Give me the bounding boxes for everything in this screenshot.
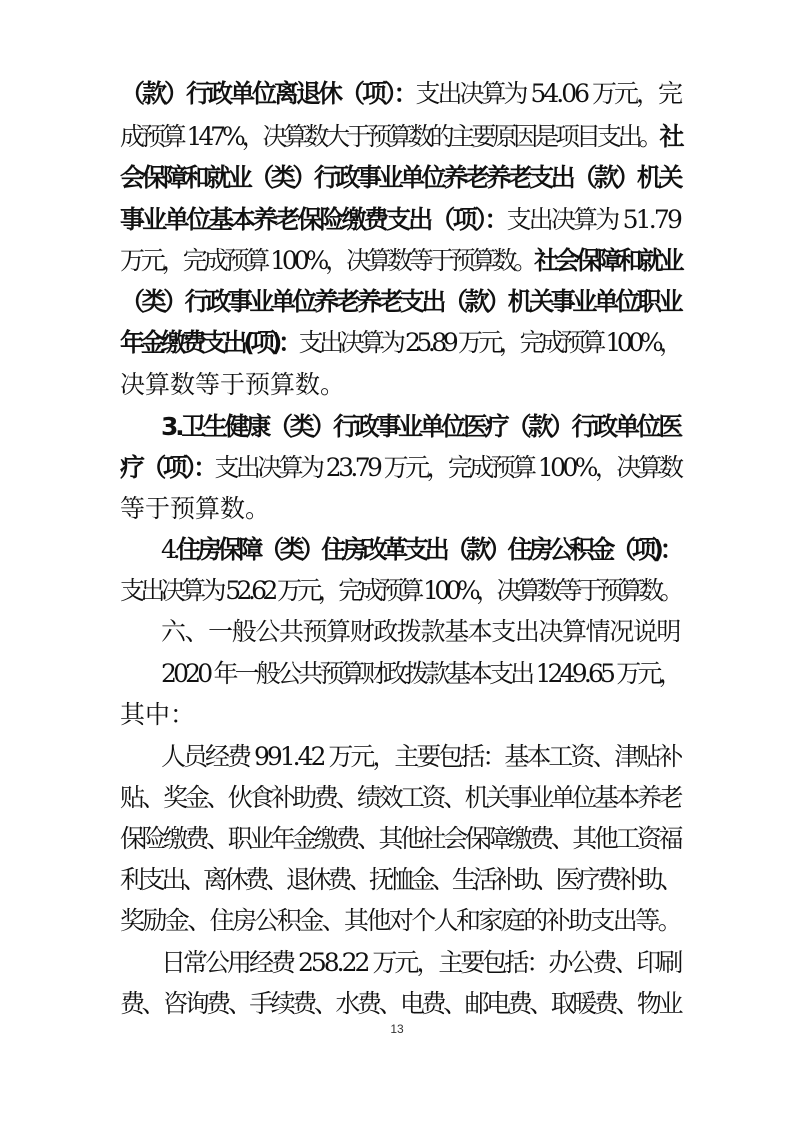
text-segment: 保险缴费、职业年金缴费、其他社会保障缴费、其他工资福 <box>120 824 681 853</box>
text-segment: 支出决算为 23.79 万元，完成预算 100%，决算数 <box>214 453 681 482</box>
text-line <box>120 122 680 152</box>
text-segment: 事业单位基本养老保险缴费支出（项）： <box>120 205 507 234</box>
text-segment: 费、咨询费、手续费、水费、电费、邮电费、取暖费、物业 <box>120 989 681 1018</box>
text-segment: （款）行政单位离退休（项）： <box>120 79 416 108</box>
text-line <box>120 453 680 483</box>
text-line <box>161 412 680 442</box>
text-line <box>161 948 680 978</box>
text-line <box>120 494 680 524</box>
text-segment: 奖励金、住房公积金、其他对个人和家庭的补助支出等。 <box>120 906 681 935</box>
text-line <box>161 659 680 689</box>
text-line <box>120 783 680 813</box>
text-segment: 利支出、离休费、退休费、抚恤金、生活补助、医疗费补助、 <box>120 865 681 894</box>
text-segment: 六、一般公共预算财政拨款基本支出决算情况说明 <box>161 617 681 646</box>
text-line <box>120 576 680 606</box>
text-line <box>120 700 680 730</box>
text-segment: 疗（项）： <box>120 453 215 482</box>
text-segment: 住房保障（类）住房改革支出（款）住房公积金（项)： <box>176 535 681 564</box>
text-segment: 2020 年一般公共预算财政拨款基本支出 1249.65 万元， <box>161 659 680 688</box>
text-line <box>161 742 680 772</box>
text-segment: 支出决算为 52.62 万元，完成预算 100%，决算数等于预算数。 <box>120 576 680 605</box>
text-segment: 支出决算为 25.89 万元，完成预算 100%， <box>298 328 680 357</box>
text-line <box>120 824 680 854</box>
text-segment: 决算数等于预算数。 <box>120 370 346 399</box>
text-line <box>120 163 680 193</box>
text-segment: 其中： <box>120 700 196 729</box>
text-line <box>120 328 680 358</box>
text-segment: 社会保障和就业 <box>534 246 681 275</box>
text-segment: 成预算 147%，决算数大于预算数的主要原因是项目支出。 <box>120 122 660 151</box>
text-segment: 支出决算为 51.79 <box>506 205 681 234</box>
text-segment: 3.卫生健康（类）行政事业单位医疗（款）行政单位医 <box>161 412 680 441</box>
text-line <box>120 287 680 317</box>
text-segment: 会保障和就业（类）行政事业单位养老养老支出（款）机关 <box>120 163 681 192</box>
text-segment: 等于预算数。 <box>120 494 271 523</box>
text-segment: 4. <box>161 535 177 564</box>
text-segment: 支出决算为 54.06 万元，完 <box>415 79 680 108</box>
text-line <box>120 989 680 1019</box>
text-line <box>120 865 680 895</box>
section-heading <box>161 617 680 647</box>
text-line <box>120 205 680 235</box>
text-segment: 人员经费 991.42 万元，主要包括：基本工资、津贴补 <box>161 742 681 771</box>
text-segment: 年金缴费支出(项)： <box>120 328 299 357</box>
text-segment: 日常公用经费 258.22 万元，主要包括：办公费、印刷 <box>161 948 681 977</box>
text-line <box>120 370 680 400</box>
text-line <box>120 906 680 936</box>
text-segment: 贴、奖金、伙食补助费、绩效工资、机关事业单位基本养老 <box>120 783 681 812</box>
text-segment: （类）行政事业单位养老养老支出（款）机关事业单位职业 <box>120 287 681 316</box>
text-segment: 万元，完成预算 100%，决算数等于预算数。 <box>120 246 535 275</box>
text-line <box>120 246 680 276</box>
page-number: 13 <box>390 1022 404 1036</box>
text-line <box>161 535 680 565</box>
text-line <box>120 79 680 109</box>
text-segment: 社 <box>659 122 681 151</box>
